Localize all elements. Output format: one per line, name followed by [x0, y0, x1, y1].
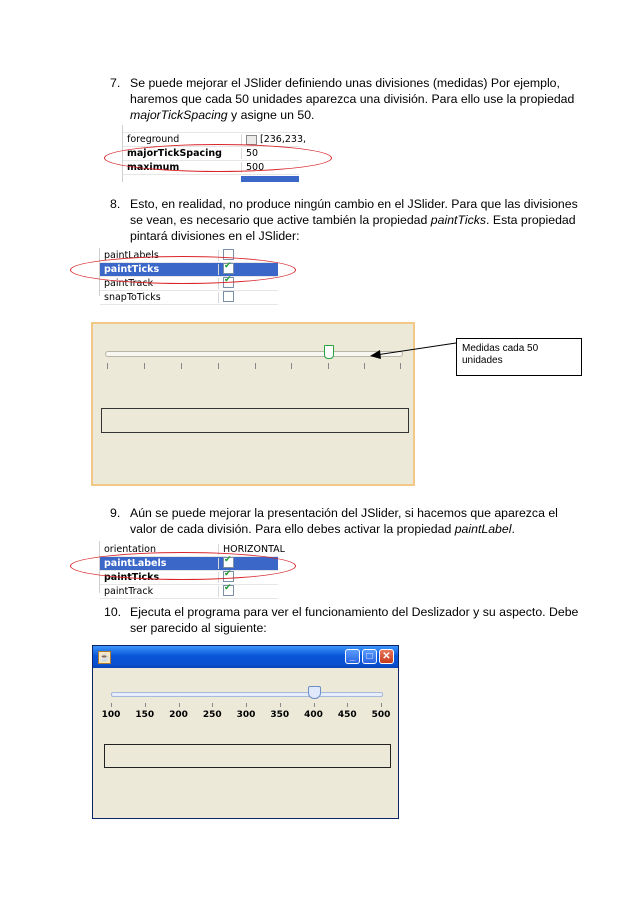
maximize-button[interactable]: □ [362, 649, 377, 664]
slider-tick [212, 703, 213, 707]
property-value[interactable]: HORIZONTAL [218, 544, 285, 555]
property-name: foreground [127, 134, 180, 145]
property-value [218, 586, 234, 597]
property-name: paintTicks [104, 264, 160, 275]
property-name: maximum [127, 162, 180, 173]
slider-tick-label: 400 [304, 710, 323, 720]
minimize-button[interactable]: _ [345, 649, 360, 664]
property-name: paintTrack [104, 586, 154, 597]
text-field[interactable] [104, 744, 391, 768]
slider-tick-label: 250 [202, 710, 222, 720]
slider-tick [314, 703, 315, 707]
slider-track[interactable] [111, 692, 383, 697]
slider-tick-label: 450 [337, 710, 357, 720]
property-name: paintLabel [454, 522, 512, 537]
property-row-clipped[interactable] [100, 585, 278, 599]
slider-tick [381, 703, 382, 707]
slider-tick-label: 350 [270, 710, 290, 720]
property-value: [236,233, [241, 134, 306, 145]
slider-tick [246, 703, 247, 707]
property-name: paintTicks [104, 572, 160, 583]
step-number: 9. [110, 506, 121, 520]
text: . [511, 522, 515, 537]
property-name: snapToTicks [104, 292, 161, 303]
checkbox-checked[interactable] [223, 585, 234, 596]
text: Se puede mejorar el JSlider definiendo unas divisiones (medidas) Por ejemplo, haremos que cada 50 unidades aparezca una división. Para ello use la propiedad [130, 76, 575, 107]
property-name: majorTickSpacing [127, 148, 222, 159]
property-name: orientation [104, 544, 156, 555]
callout-note: Medidas cada 50 unidades [456, 338, 582, 376]
text: . Esta propiedad pintará divisiones en el JSlider: [130, 213, 576, 244]
slider-tick [179, 703, 180, 707]
slider-tick-label: 300 [236, 710, 256, 720]
property-value[interactable]: 50 [241, 148, 258, 159]
text: y asigne un 50. [227, 108, 315, 123]
step-text [130, 505, 580, 537]
app-window [92, 645, 399, 819]
step-number: 7. [110, 76, 121, 90]
property-name: paintTrack [104, 278, 154, 289]
property-name: paintLabels [104, 250, 159, 261]
slider-tick-label: 100 [101, 710, 121, 720]
slider-tick-label: 150 [135, 710, 155, 720]
property-name: paintLabels [104, 558, 167, 569]
slider-thumb[interactable] [308, 686, 321, 699]
text: Esto, en realidad, no produce ningún cambio en el JSlider. Para que las divisiones se vean, es necesario que active también la propiedad [130, 197, 578, 228]
step-number: 8. [110, 197, 121, 211]
step-9 [110, 505, 580, 537]
slider-tick-label: 200 [169, 710, 188, 720]
slider-tick [145, 703, 146, 707]
slider-tick [111, 703, 112, 707]
highlight-oval [70, 552, 296, 580]
step-10 [104, 604, 580, 636]
title-bar[interactable] [93, 646, 398, 668]
property-name: paintTicks [430, 213, 487, 228]
slider-tick-label: 500 [371, 710, 391, 720]
text: Aún se puede mejorar la presentación del JSlider, si hacemos que aparezca el valor de cada división. Para ello debes activar la propiedad [130, 506, 558, 537]
slider-tick [347, 703, 348, 707]
close-button[interactable]: ✕ [379, 649, 394, 664]
property-value[interactable]: 500 [241, 162, 264, 173]
step-number: 10. [104, 605, 122, 619]
java-icon: ☕ [99, 653, 110, 662]
step-text: Ejecuta el programa para ver el funcionamiento del Deslizador y su aspecto. Debe ser parecido al siguiente: [130, 605, 579, 636]
slider-tick [280, 703, 281, 707]
property-name: majorTickSpacing [130, 108, 228, 123]
